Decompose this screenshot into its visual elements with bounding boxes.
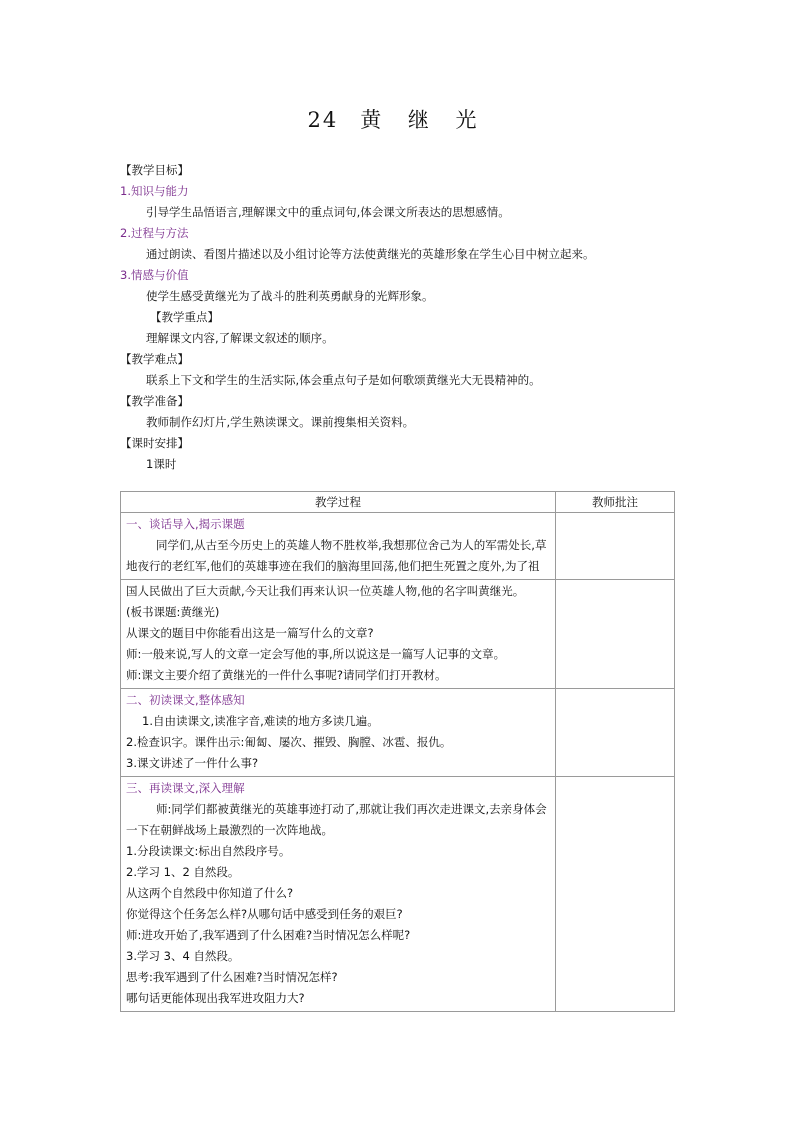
notes-cell-4: [556, 777, 675, 1012]
goal-text-1: 引导学生品悟语言,理解课文中的重点词句,体会课文所表达的思想感情。: [146, 205, 510, 219]
key-point-text: 理解课文内容,了解课文叙述的顺序。: [146, 331, 334, 345]
goals-heading: 【教学目标】: [120, 163, 189, 177]
section-heading-3: 三、再读课文,深入理解: [126, 781, 245, 795]
notes-cell-3: [556, 689, 675, 777]
row-4-line-7: 思考:我军遇到了什么困难?当时情况怎样?: [126, 970, 338, 984]
table-row: [121, 689, 675, 777]
difficulty-heading: 【教学难点】: [120, 352, 189, 366]
row-2-line-3: 从课文的题目中你能看出这是一篇写什么的文章?: [126, 626, 374, 640]
page-title: [0, 104, 794, 134]
lesson-number: 24: [307, 108, 339, 132]
lesson-name: 黄 继 光: [360, 108, 487, 132]
table-row: [121, 580, 675, 689]
row-3-line-2: 3.课文讲述了一件什么事?: [126, 756, 259, 770]
preparation-heading: 【教学准备】: [120, 394, 189, 408]
process-cell-3: [121, 689, 556, 777]
row-4-line-8: 哪句话更能体现出我军进攻阻力大?: [126, 991, 305, 1005]
section-1-paragraph: 同学们,从古至今历史上的英雄人物不胜枚举,我想那位舍己为人的军需处长,草地夜行的老红军,他们的英雄事迹在我们的脑海里回荡,他们把生死置之度外,为了祖: [126, 538, 547, 573]
preparation-text: 教师制作幻灯片,学生熟读课文。课前搜集相关资料。: [146, 415, 415, 429]
teaching-process-table: [120, 491, 675, 1012]
section-heading-1: 一、谈话导入,揭示课题: [126, 517, 245, 531]
process-cell-1: [121, 513, 556, 580]
table-row: [121, 513, 675, 580]
schedule-text: 1课时: [146, 457, 177, 471]
section-3-paragraph: 师:同学们都被黄继光的英雄事迹打动了,那就让我们再次走进课文,去亲身体会一下在朝鲜战场上最激烈的一次阵地战。: [126, 802, 547, 837]
goal-label-3: 3.情感与价值: [120, 268, 189, 282]
goal-label-2: 2.过程与方法: [120, 226, 189, 240]
row-4-line-1: 1.分段读课文:标出自然段序号。: [126, 844, 291, 858]
row-2-line-2: (板书课题:黄继光): [126, 605, 220, 619]
goal-text-3: 使学生感受黄继光为了战斗的胜利英勇献身的光辉形象。: [146, 289, 434, 303]
process-cell-2: [121, 580, 556, 689]
goal-label-1: 1.知识与能力: [120, 184, 189, 198]
table-header-row: [121, 492, 675, 513]
row-4-line-3: 从这两个自然段中你知道了什么?: [126, 886, 294, 900]
header-process: 教学过程: [121, 492, 556, 513]
difficulty-text: 联系上下文和学生的生活实际,体会重点句子是如何歌颂黄继光大无畏精神的。: [146, 373, 541, 387]
notes-cell-1: [556, 513, 675, 580]
key-point-heading: 【教学重点】: [150, 310, 219, 324]
row-4-line-6: 3.学习 3、4 自然段。: [126, 949, 240, 963]
row-4-line-5: 师:进攻开始了,我军遇到了什么困难?当时情况怎么样呢?: [126, 928, 411, 942]
table-row: [121, 777, 675, 1012]
goal-text-2: 通过朗读、看图片描述以及小组讨论等方法使黄继光的英雄形象在学生心目中树立起来。: [146, 247, 595, 261]
row-3-first-line: 1.自由读课文,读准字音,难读的地方多读几遍。: [142, 714, 379, 728]
row-4-line-4: 你觉得这个任务怎么样?从哪句话中感受到任务的艰巨?: [126, 907, 403, 921]
teaching-goals: [120, 160, 680, 475]
section-heading-2: 二、初读课文,整体感知: [126, 693, 245, 707]
row-4-line-2: 2.学习 1、2 自然段。: [126, 865, 240, 879]
row-2-line-5: 师:课文主要介绍了黄继光的一件什么事呢?请同学们打开教材。: [126, 668, 447, 682]
schedule-heading: 【课时安排】: [120, 436, 189, 450]
notes-cell-2: [556, 580, 675, 689]
header-notes: 教师批注: [556, 492, 675, 513]
row-3-line-1: 2.检查识字。课件出示:匍匐、屡次、摧毁、胸膛、冰雹、报仇。: [126, 735, 452, 749]
row-2-line-1: 国人民做出了巨大贡献,今天让我们再来认识一位英雄人物,他的名字叫黄继光。: [126, 584, 525, 598]
row-2-line-4: 师:一般来说,写人的文章一定会写他的事,所以说这是一篇写人记事的文章。: [126, 647, 506, 661]
process-cell-4: [121, 777, 556, 1012]
